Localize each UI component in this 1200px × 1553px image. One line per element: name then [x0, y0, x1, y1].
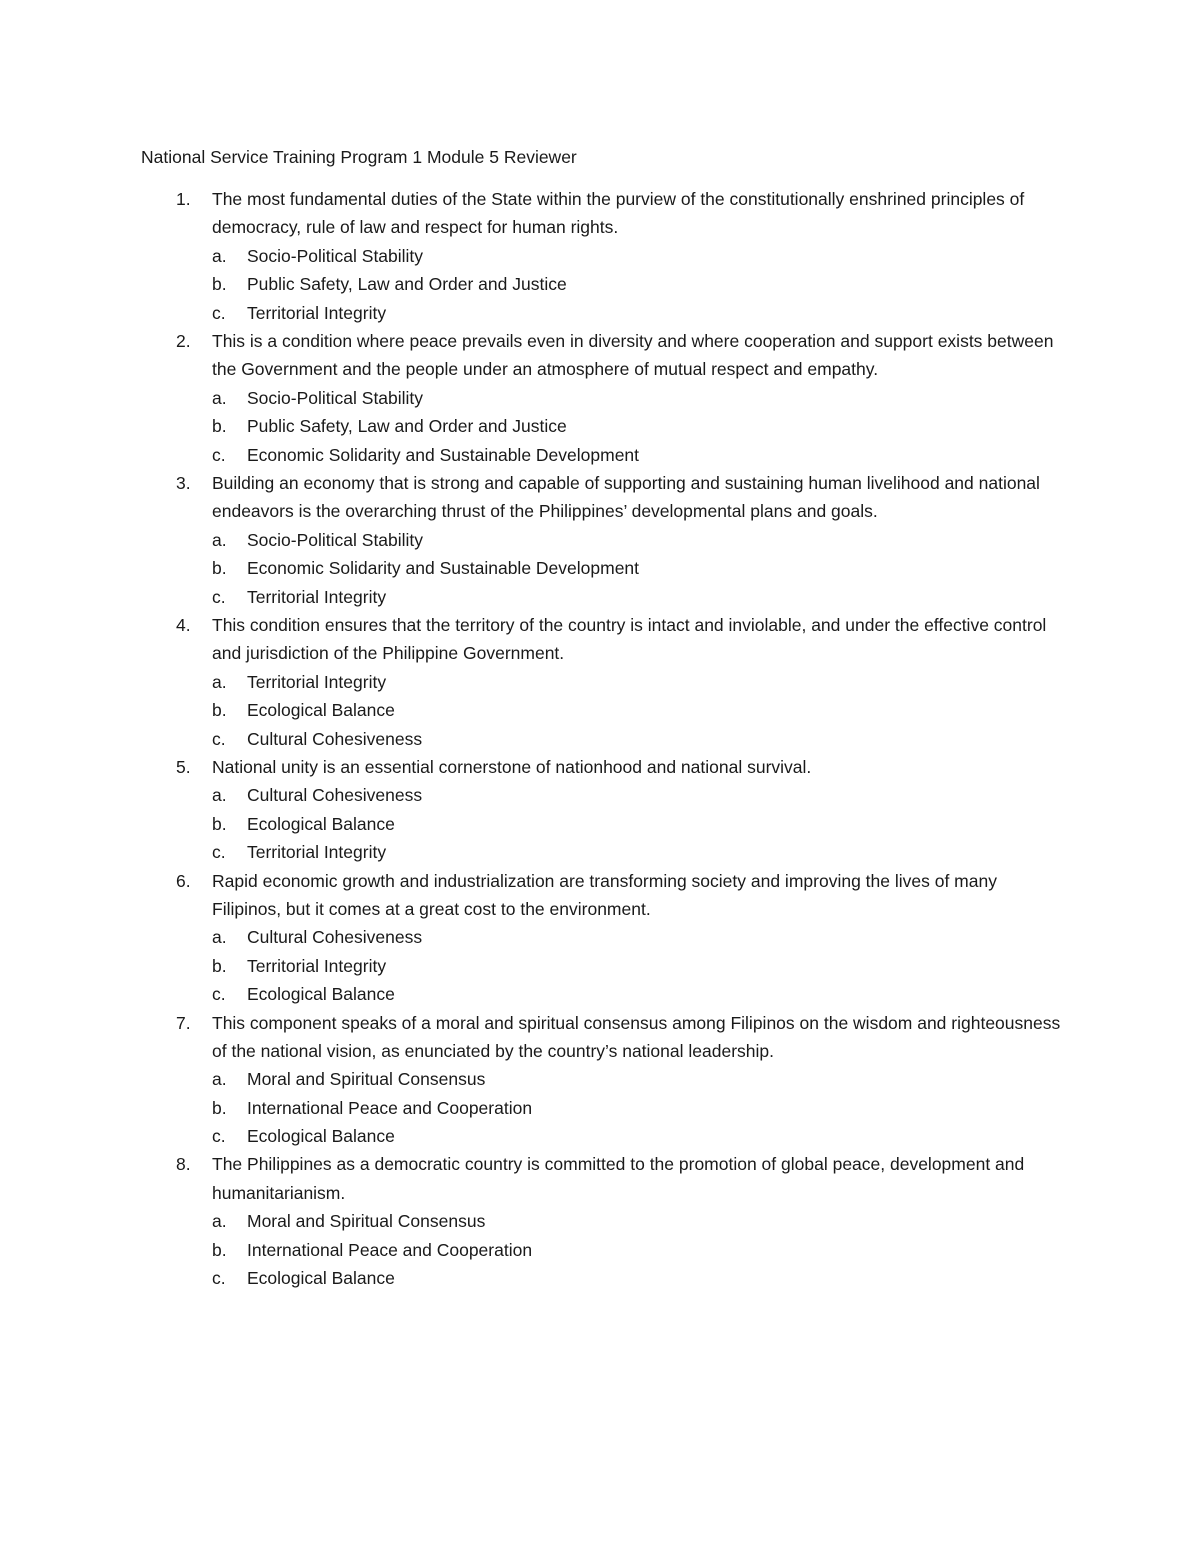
question-item	[0, 753, 1200, 867]
option-text: International Peace and Cooperation	[247, 1239, 533, 1260]
option-text: Cultural Cohesiveness	[247, 728, 423, 749]
question-text: Building an economy that is strong and capable of supporting and sustaining human livelihood and national endeavors is the overarching thrust of the Philippines’ developmental plans and goals.	[212, 472, 1040, 522]
option-text: Ecological Balance	[247, 984, 395, 1005]
option-list	[0, 1065, 1200, 1150]
option-text: Socio-Political Stability	[247, 245, 424, 266]
option-item	[0, 299, 1200, 327]
option-item	[0, 270, 1200, 298]
option-text: Public Safety, Law and Order and Justice	[247, 416, 567, 437]
question-number: 1.	[176, 189, 191, 209]
option-item	[0, 526, 1200, 554]
option-text: Moral and Spiritual Consensus	[247, 1211, 486, 1232]
option-text: Territorial Integrity	[247, 671, 387, 692]
question-item	[0, 185, 1200, 327]
option-list	[0, 923, 1200, 1008]
option-text: Moral and Spiritual Consensus	[247, 1069, 486, 1090]
question-text: The Philippines as a democratic country is committed to the promotion of global peace, development and humanitarianism.	[212, 1154, 1025, 1203]
option-text: Socio-Political Stability	[247, 529, 424, 550]
option-list	[0, 242, 1200, 327]
option-letter: c.	[212, 1126, 226, 1147]
option-item	[0, 242, 1200, 270]
option-letter: a.	[212, 1069, 227, 1090]
document-title: National Service Training Program 1 Module 5 Reviewer	[141, 147, 577, 167]
question-number: 6.	[176, 870, 191, 891]
option-letter: b.	[212, 955, 227, 976]
question-number: 5.	[176, 756, 191, 777]
question-text: Rapid economic growth and industrialization are transforming society and improving the lives of many Filipinos, but it comes at a great cost to the environment.	[212, 870, 997, 919]
question-text: The most fundamental duties of the State within the purview of the constitutionally enshrined principles of democracy, rule of law and respect for human rights.	[212, 189, 1025, 238]
option-list	[0, 1207, 1200, 1292]
option-item	[0, 980, 1200, 1008]
option-letter: a.	[212, 671, 227, 692]
option-letter: c.	[212, 728, 226, 749]
option-item	[0, 1122, 1200, 1150]
option-text: Economic Solidarity and Sustainable Development	[247, 444, 640, 465]
option-text: Economic Solidarity and Sustainable Development	[247, 558, 640, 579]
option-letter: a.	[212, 529, 227, 550]
option-letter: c.	[212, 842, 226, 863]
option-text: Cultural Cohesiveness	[247, 927, 423, 948]
option-item	[0, 838, 1200, 866]
option-item	[0, 1094, 1200, 1122]
question-text: National unity is an essential cornerstone of nationhood and national survival.	[212, 756, 812, 777]
option-text: International Peace and Cooperation	[247, 1097, 533, 1118]
option-letter: c.	[212, 586, 226, 607]
option-item	[0, 696, 1200, 724]
option-item	[0, 1264, 1200, 1292]
option-letter: a.	[212, 387, 227, 408]
option-text: Cultural Cohesiveness	[247, 785, 423, 806]
option-item	[0, 923, 1200, 951]
option-item	[0, 725, 1200, 753]
option-text: Socio-Political Stability	[247, 387, 424, 408]
option-text: Ecological Balance	[247, 1268, 395, 1289]
question-text: This component speaks of a moral and spiritual consensus among Filipinos on the wisdom and righteousness of the national vision, as enunciated by the country’s national leadership.	[212, 1012, 1061, 1061]
question-item	[0, 1150, 1200, 1292]
option-letter: a.	[212, 1211, 227, 1232]
option-item	[0, 384, 1200, 412]
option-letter: a.	[212, 927, 227, 948]
question-text: This is a condition where peace prevails even in diversity and where cooperation and support exists between the Government and the people under an atmosphere of mutual respect and empathy.	[212, 330, 1054, 380]
question-item	[0, 469, 1200, 611]
option-list	[0, 526, 1200, 611]
question-item	[0, 1009, 1200, 1151]
option-item	[0, 1236, 1200, 1264]
option-letter: b.	[212, 813, 227, 834]
option-letter: b.	[212, 558, 227, 579]
option-item	[0, 668, 1200, 696]
option-text: Territorial Integrity	[247, 302, 387, 323]
question-number: 2.	[176, 330, 191, 351]
option-list	[0, 781, 1200, 866]
question-item	[0, 867, 1200, 1009]
option-text: Territorial Integrity	[247, 586, 387, 607]
question-list	[0, 185, 1200, 1292]
option-text: Ecological Balance	[247, 813, 395, 834]
option-letter: c.	[212, 444, 226, 465]
option-letter: a.	[212, 245, 227, 266]
option-letter: b.	[212, 274, 227, 295]
question-number: 4.	[176, 614, 191, 635]
option-text: Ecological Balance	[247, 1126, 395, 1147]
question-number: 7.	[176, 1012, 191, 1033]
option-item	[0, 441, 1200, 469]
option-letter: b.	[212, 700, 227, 721]
option-letter: c.	[212, 984, 226, 1005]
question-item	[0, 611, 1200, 753]
option-list	[0, 384, 1200, 469]
option-text: Territorial Integrity	[247, 955, 387, 976]
option-item	[0, 1065, 1200, 1093]
option-letter: a.	[212, 785, 227, 806]
option-item	[0, 554, 1200, 582]
option-text: Public Safety, Law and Order and Justice	[247, 274, 567, 295]
question-text: This condition ensures that the territory of the country is intact and inviolable, and under the effective control and jurisdiction of the Philippine Government.	[212, 614, 1047, 664]
question-number: 8.	[176, 1154, 191, 1175]
option-letter: c.	[212, 1268, 226, 1289]
option-letter: b.	[212, 1239, 227, 1260]
question-item	[0, 327, 1200, 469]
option-letter: c.	[212, 302, 226, 323]
option-text: Ecological Balance	[247, 700, 395, 721]
option-item	[0, 1207, 1200, 1235]
option-item	[0, 781, 1200, 809]
option-item	[0, 412, 1200, 440]
option-item	[0, 952, 1200, 980]
option-letter: b.	[212, 1097, 227, 1118]
option-letter: b.	[212, 416, 227, 437]
question-number: 3.	[176, 472, 191, 493]
option-text: Territorial Integrity	[247, 842, 387, 863]
option-list	[0, 668, 1200, 753]
option-item	[0, 583, 1200, 611]
option-item	[0, 810, 1200, 838]
